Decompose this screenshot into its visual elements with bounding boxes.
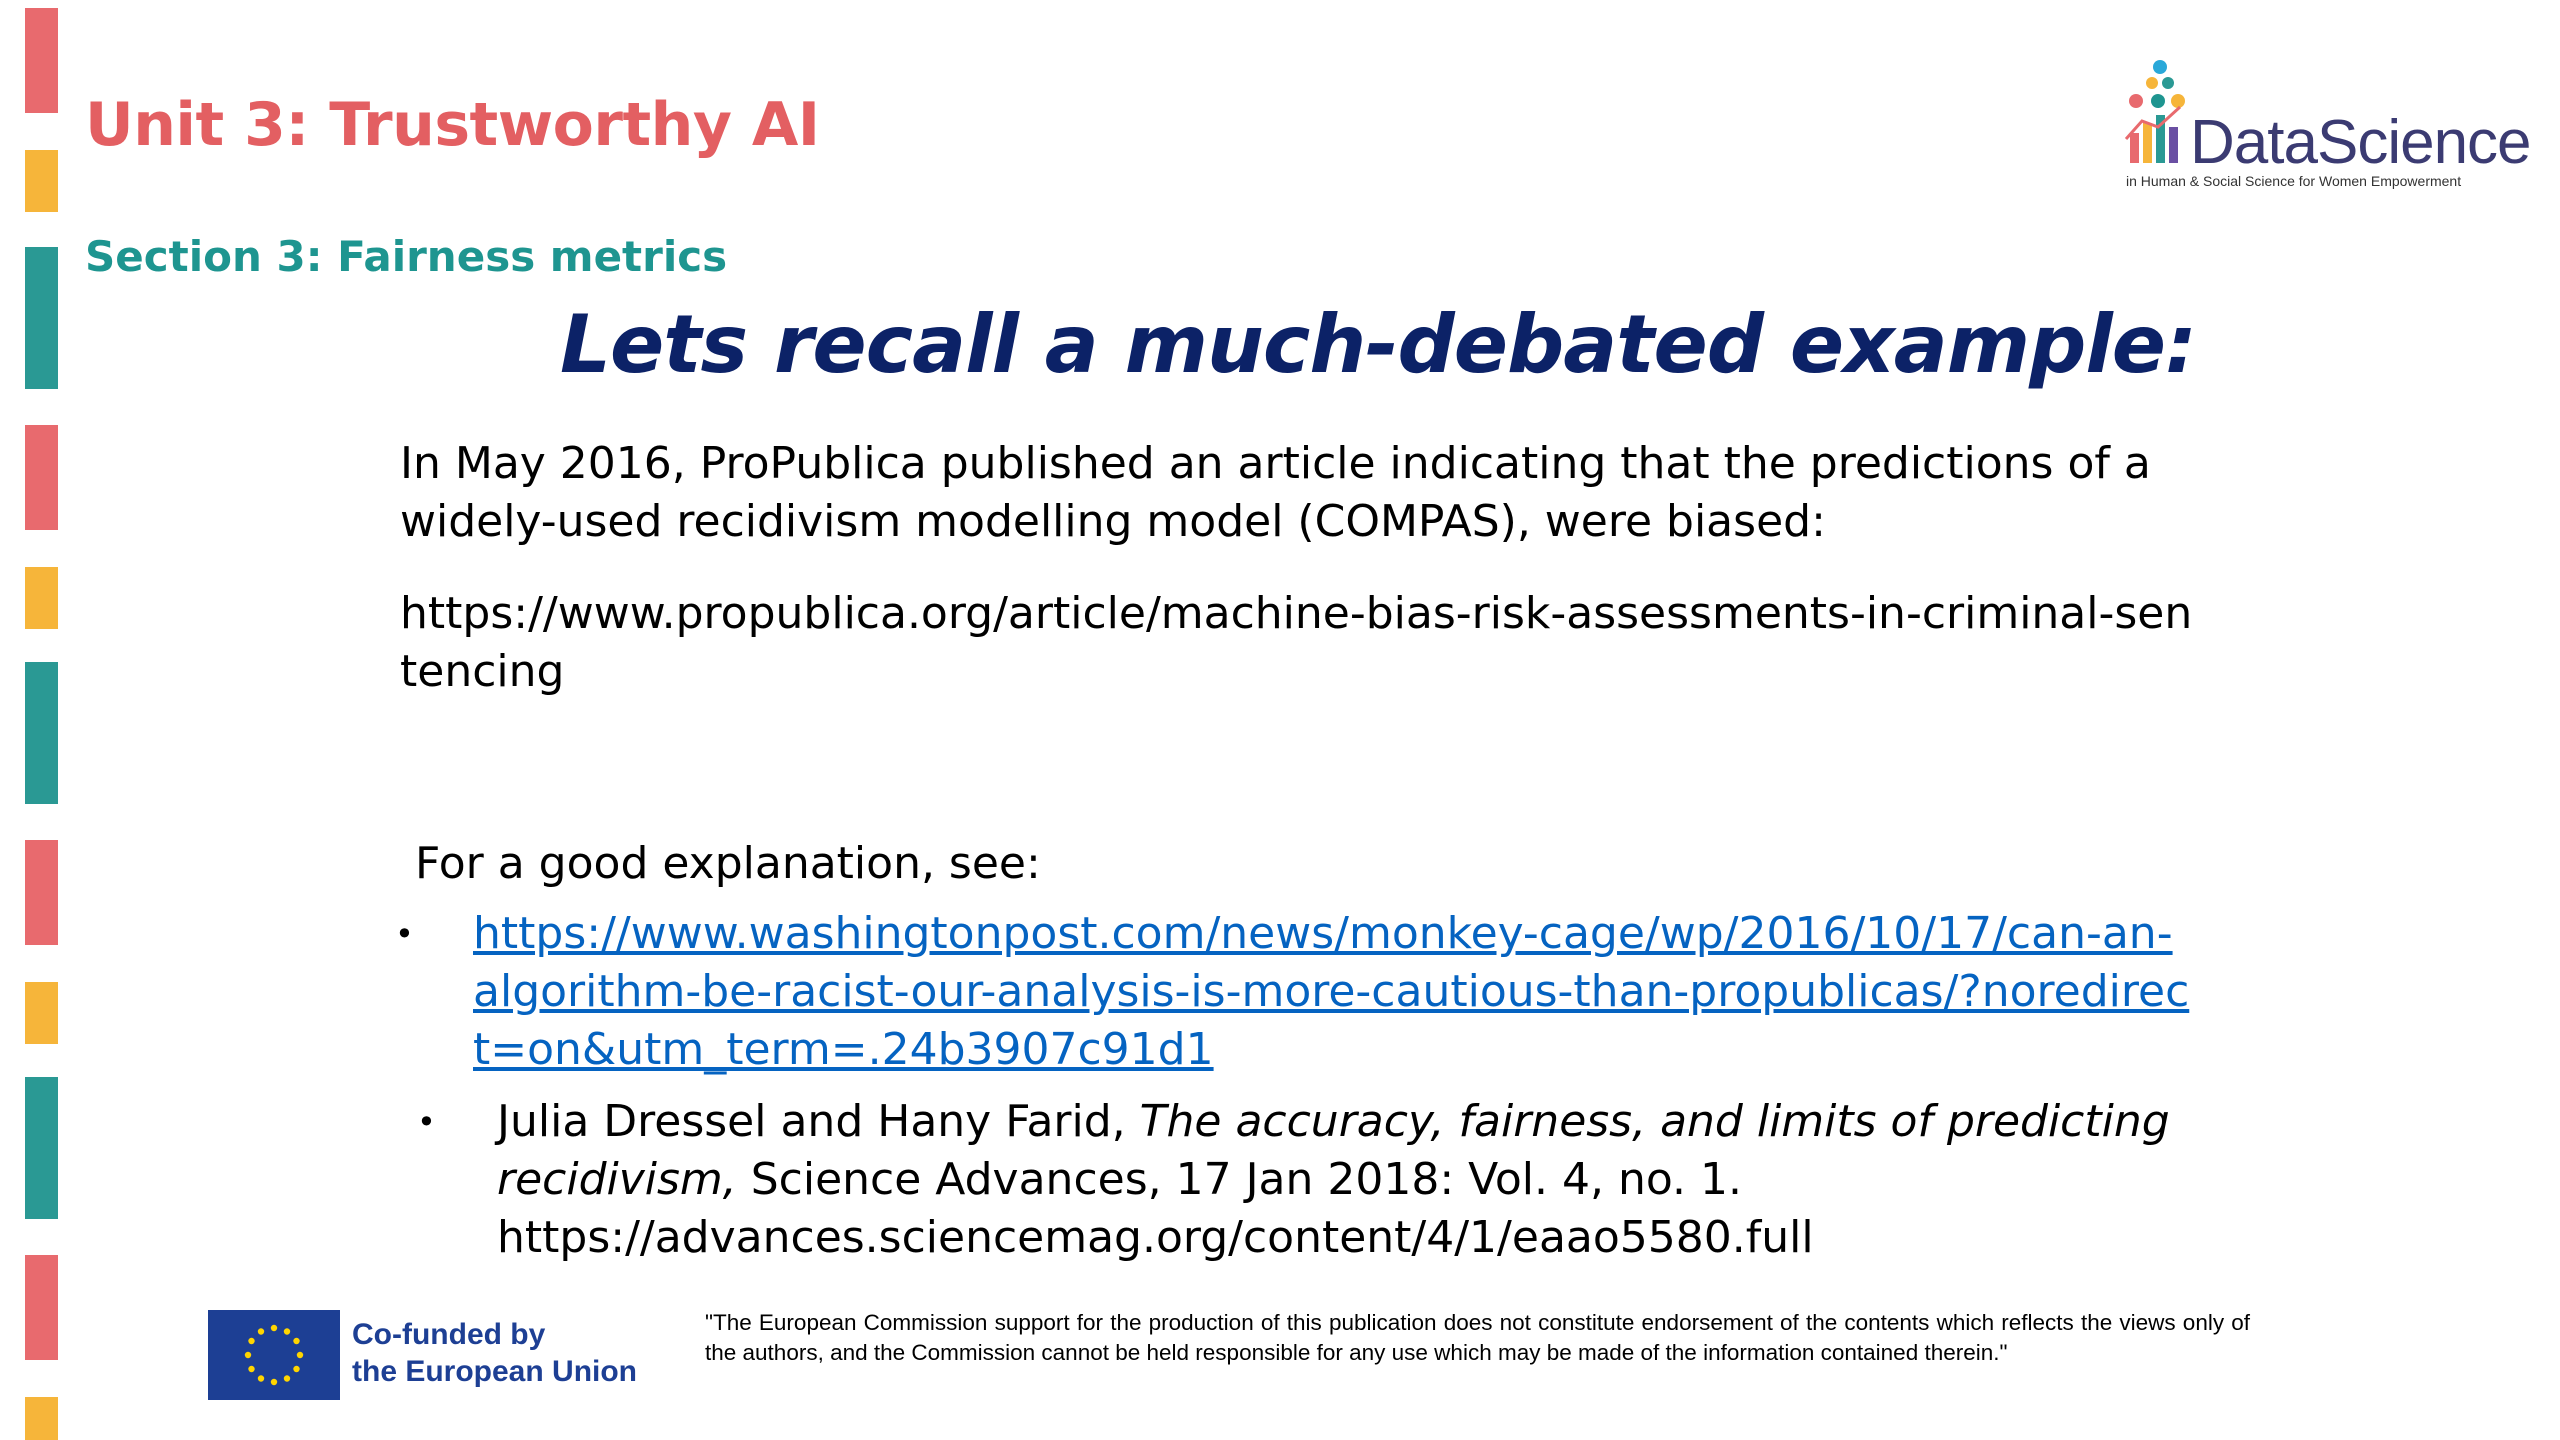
logo-wordmark: DataScience <box>2190 108 2531 177</box>
stripe-segment <box>25 8 58 113</box>
stripe-segment <box>25 1255 58 1360</box>
propublica-url: https://www.propublica.org/article/machine-bias-risk-assessments-in-criminal-sentencing <box>400 588 2193 697</box>
datascience-logo <box>2120 55 2540 205</box>
stripe-segment <box>25 150 58 212</box>
citation-title: The accuracy, fairness, and limits of predicting recidivism, <box>497 1096 2170 1205</box>
stripe-segment <box>25 840 58 945</box>
reference-list <box>395 905 2195 1281</box>
eu-disclaimer: "The European Commission support for the production of this publication does not constitute endorsement of the contents which reflects the views only of the authors, and the Commission cannot be held responsible for any use which may be made of the information contained therein." <box>705 1310 2250 1365</box>
bullet-marker: • <box>395 915 414 953</box>
unit-title: Unit 3: Trustworthy AI <box>85 90 820 160</box>
eu-line-1: Co-funded by <box>352 1318 546 1351</box>
stripe-segment <box>25 1077 58 1219</box>
eu-flag-icon <box>208 1310 340 1400</box>
slide-headline: Lets recall a much-debated example: <box>560 298 2197 391</box>
bullet-marker: • <box>417 1103 436 1141</box>
washington-post-link[interactable]: https://www.washingtonpost.com/news/monkey-cage/wp/2016/10/17/can-an-algorithm-be-racist-our-analysis-is-more-cautious-than-propublicas/?noredirect=on&utm_term=.24b3907c91d1 <box>473 908 2190 1075</box>
logo-icon <box>2120 55 2200 165</box>
eu-cofunded-label <box>352 1316 637 1390</box>
eu-line-2: the European Union <box>352 1355 637 1388</box>
stripe-segment <box>25 982 58 1044</box>
citation-url: https://advances.sciencemag.org/content/4/1/eaao5580.full <box>497 1212 1814 1263</box>
stripe-segment <box>25 247 58 389</box>
logo-tagline: in Human & Social Science for Women Empowerment <box>2126 173 2462 189</box>
stripe-segment <box>25 567 58 629</box>
section-title: Section 3: Fairness metrics <box>85 232 728 281</box>
citation <box>497 1093 2197 1267</box>
explanation-lead: For a good explanation, see: <box>415 838 1041 889</box>
list-item <box>395 905 2195 1079</box>
intro-paragraph: In May 2016, ProPublica published an article indicating that the predictions of a widely-used recidivism modelling model (COMPAS), were biased: <box>400 438 2151 547</box>
citation-journal: Science Advances, 17 Jan 2018: Vol. 4, no. 1. <box>736 1154 1742 1205</box>
stripe-segment <box>25 662 58 804</box>
stripe-segment <box>25 1397 58 1440</box>
list-item <box>395 1093 2195 1267</box>
citation-authors: Julia Dressel and Hany Farid, <box>497 1096 1140 1147</box>
stripe-segment <box>25 425 58 530</box>
